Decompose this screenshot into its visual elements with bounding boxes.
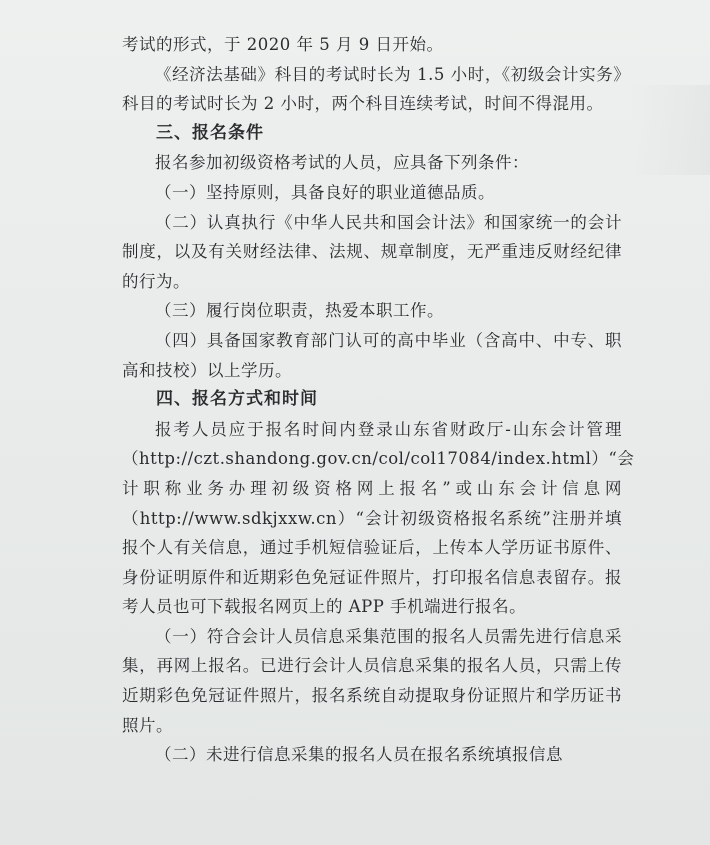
paragraph-condition-2: （二）认真执行《中华人民共和国会计法》和国家统一的会计制度，以及有关财经法律、法规、规章制度，无严重违反财经纪律的行为。: [122, 212, 622, 291]
paragraph-condition-3: （三）履行岗位职责，热爱本职工作。: [155, 301, 444, 321]
paragraph-condition-4: （四）具备国家教育部门认可的高中毕业（含高中、中专、职高和技校）以上学历。: [122, 330, 622, 380]
heading-registration-method: 四、报名方式和时间: [156, 389, 318, 410]
paragraph-exam-duration: 《经济法基础》科目的考试时长为 1.5 小时，《初级会计实务》科目的考试时长为 2 小时，两个科目连续考试，时间不得混用。: [122, 64, 622, 114]
paragraph-conditions-intro: 报名参加初级资格考试的人员，应具备下列条件：: [155, 153, 529, 173]
paper-shadow: [630, 85, 710, 175]
paragraph-exam-start: 考试的形式，于 2020 年 5 月 9 日开始。: [122, 35, 444, 54]
paragraph-registration-method: 报考人员应于报名时间内登录山东省财政厅-山东会计管理（http://czt.shandong.gov.cn/col/col17084/index.html）“会计职称业务办理初级资格网上报名”或山东会计信息网（http://www.sdkjxxw.cn）“会计初级资格报名系统”注册并填报个人有关信息，通过手机短信验证后，上传本人学历证书原件、身份证明原件和近期彩色免冠证件照片，打印报名信息表留存。报考人员也可下载报名网页上的 APP 手机端进行报名。: [122, 419, 635, 617]
heading-registration-conditions: 三、报名条件: [156, 122, 264, 143]
document-body: [122, 30, 635, 770]
paragraph-condition-1: （一）坚持原则，具备良好的职业道德品质。: [155, 182, 495, 202]
paragraph-info-collection-2: （二）未进行信息采集的报名人员在报名系统填报信息: [155, 745, 563, 765]
paragraph-info-collection-1: （一）符合会计人员信息采集范围的报名人员需先进行信息采集，再网上报名。已进行会计人员信息采集的报名人员，只需上传近期彩色免冠证件照片，报名系统自动提取身份证照片和学历证书照片。: [122, 626, 622, 735]
